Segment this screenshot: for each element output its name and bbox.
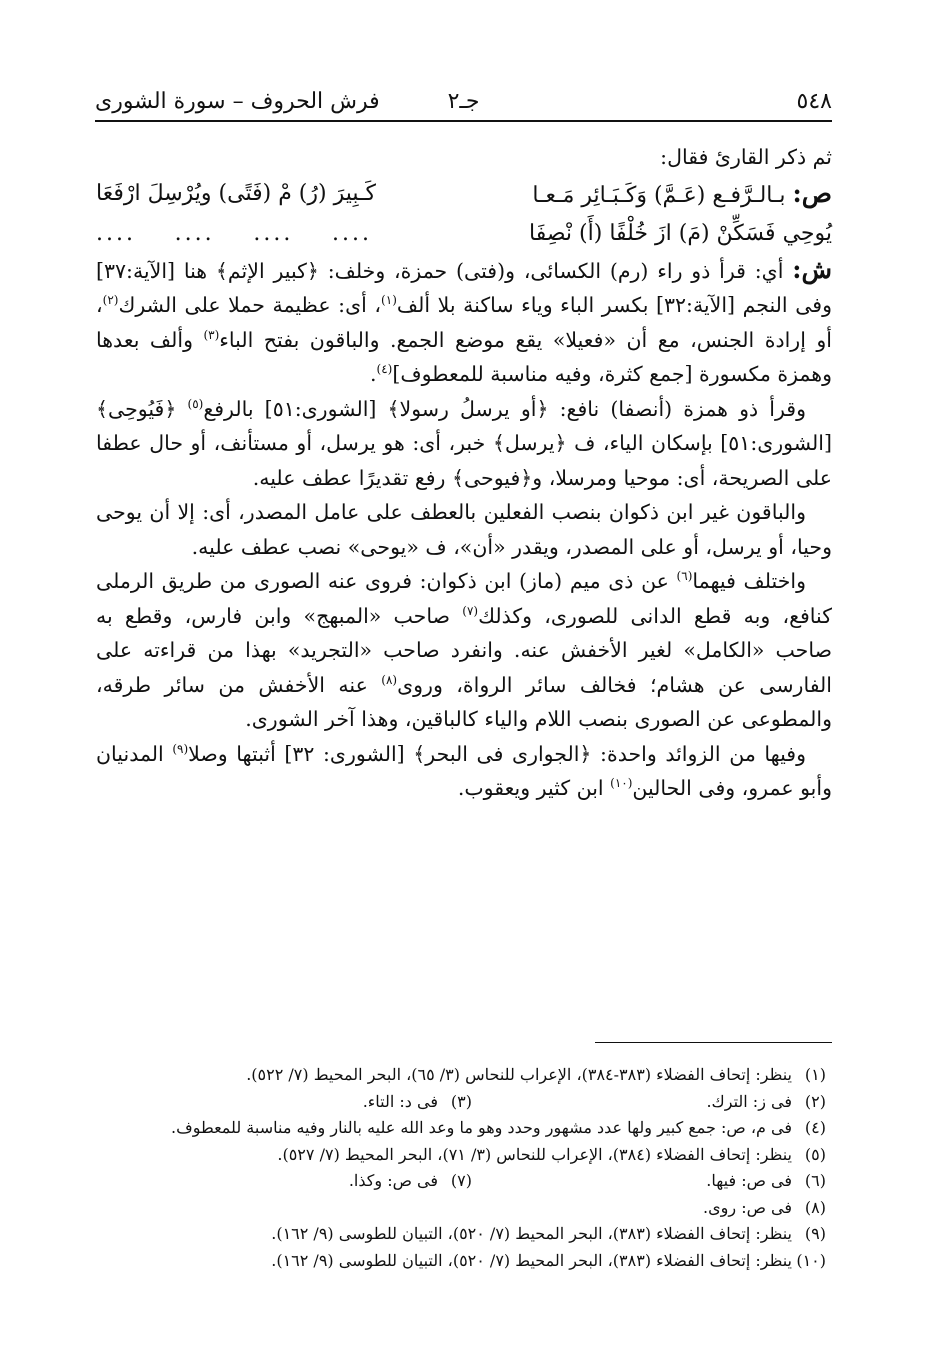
- verse-line-2-text: يُوحِي فَسَكِّنْ (مَ) ازَ خُلْفًا (أَ) نْصِفَا: [529, 220, 832, 246]
- footnote-number: (٢): [804, 1091, 826, 1111]
- footnote-ref-2: (٢): [102, 293, 119, 308]
- running-title: فرش الحروف – سورة الشورى: [95, 89, 380, 114]
- footnote-divider: [595, 1042, 832, 1043]
- volume-label: جـ٢: [447, 89, 480, 114]
- footnote-text: فى د: التاء.: [362, 1091, 438, 1111]
- dots-3: ....: [174, 220, 215, 246]
- footnote-5: [100, 1142, 826, 1169]
- page-header: [95, 84, 832, 122]
- footnote-ref-7: (٧): [462, 603, 479, 618]
- footnote-ref-4: (٤): [376, 362, 393, 377]
- footnote-text: فى ز: الترك.: [706, 1091, 792, 1111]
- footnote-ref-8: (٨): [381, 672, 398, 687]
- footnote-number: (٩): [804, 1224, 826, 1243]
- dots-2: ....: [253, 220, 294, 246]
- p1-b: ، أى: عظيمة حملا على الشرك: [118, 293, 382, 317]
- footnote-1: [100, 1062, 826, 1089]
- footnote-8: [100, 1195, 826, 1222]
- commentary-paragraph-2: [96, 392, 832, 496]
- p5-a: وفيها من الزوائد واحدة: ﴿الجوارى فى البحر﴾ [الشورى: ٣٢] أثبتها وصلا: [188, 741, 806, 766]
- footnote-6-7: [100, 1168, 826, 1195]
- footnotes: [100, 1062, 826, 1274]
- dots-1: ....: [332, 220, 372, 246]
- commentary-marker: ش:: [792, 254, 832, 284]
- commentary-paragraph-4: [96, 564, 832, 737]
- p5-c: ابن كثير ويعقوب.: [457, 776, 611, 800]
- footnote-10: [100, 1248, 826, 1275]
- verse-line-1-second-hemistich: كَـبِيرَ (رُ) مْ (فَتًى) ويُرْسِلَ ارْفَعَا: [96, 180, 376, 206]
- footnote-ref-9: (٩): [172, 741, 189, 756]
- p4-a: واختلف فيهما: [692, 569, 807, 593]
- verse-marker: ص:: [792, 178, 832, 208]
- footnote-number: (٤): [804, 1118, 826, 1137]
- p2-a: وقرأ ذو همزة (أنصفا) نافع: ﴿أو يرسلُ رسولا﴾ [الشورى:٥١] بالرفع: [203, 396, 806, 421]
- main-text: [96, 140, 832, 806]
- p1-c: ، أو إرادة الجنس، مع أن «فعيلا» يقع موضع الجمع. والباقون بفتح الباء: [96, 293, 832, 352]
- verse-line-1: [96, 175, 832, 215]
- p1-a: أي: قرأ ذو راء (رم) الكسائى، و(فتى) حمزة، وخلف: ﴿كبير الإثم﴾ هنا [الآية:٣٧] وفى النجم [الآية:٣٢] بكسر الباء وياء ساكنة بلا ألف: [96, 258, 832, 317]
- p1-e: .: [369, 362, 377, 386]
- dots-4: ....: [96, 220, 136, 246]
- commentary-paragraph-3: والباقون غير ابن ذكوان بنصب الفعلين بالعطف على عامل المصدر، أى: إلا أن يوحى وحيا، أو يرسل، أو على المصدر، ويقدر «أن»، ف «يوحى» نصب عطف عليه.: [96, 500, 832, 559]
- p1-d: وألف بعدها وهمزة مكسورة [جمع كثرة، وفيه مناسبة للمعطوف]: [96, 327, 832, 386]
- verse-dots: [96, 215, 372, 253]
- footnote-text: ينظر: إتحاف الفضلاء (٣٨٤)، الإعراب للنحاس (٣/ ٧١)، البحر المحيط (٧/ ٥٢٧).: [277, 1144, 792, 1164]
- footnote-9: [100, 1221, 826, 1248]
- commentary-paragraph-5: [96, 737, 832, 806]
- footnote-text: فى ص: روى.: [703, 1197, 792, 1217]
- footnote-ref-3: (٣): [203, 327, 220, 342]
- page-number: ٥٤٨: [796, 89, 832, 114]
- footnote-text: ينظر: إتحاف الفضلاء (٣٨٣)، البحر المحيط (٧/ ٥٢٠)، التبيان للطوسى (٩/ ١٦٢).: [271, 1224, 792, 1243]
- commentary-paragraph-1: [96, 253, 832, 392]
- footnote-number: (٨): [804, 1197, 826, 1217]
- p4-d: عنه الأخفش من سائر طرقه، والمطوعى عن الصورى بنصب اللام والياء كالباقين، وهذا آخر الشورى.: [96, 672, 832, 731]
- p5-b: المدنيان وأبو عمرو، وفى الحالين: [96, 741, 832, 800]
- verse-block: [96, 175, 832, 253]
- footnote-text: فى م، ص: جمع كبير ولها عدد مشهور وحدد وهو ما وعد الله عليه بالنار وفيه مناسبة للمعطوف.: [171, 1118, 792, 1137]
- verse-line-1-right-text: بـالـرَّفـع (عَـمَّ) وَكَـبَـائِر مَـعـا: [532, 182, 786, 208]
- footnote-text: ينظر: إتحاف الفضلاء (٣٨٣-٣٨٤)، الإعراب للنحاس (٣/ ٦٥)، البحر المحيط (٧/ ٥٢٢).: [246, 1065, 792, 1084]
- footnote-ref-10: (١٠): [610, 776, 633, 791]
- footnote-number: (٦): [804, 1171, 826, 1190]
- footnote-4: [100, 1115, 826, 1142]
- footnote-number: (٣): [450, 1091, 472, 1111]
- footnote-text: فى ص: فيها.: [706, 1171, 792, 1190]
- footnote-text: ينظر: إتحاف الفضلاء (٣٨٣)، البحر المحيط (٧/ ٥٢٠)، التبيان للطوسى (٩/ ١٦٢).: [271, 1250, 792, 1270]
- footnote-ref-5: (٥): [187, 396, 204, 411]
- footnote-number: (١٠): [796, 1250, 826, 1270]
- p4-b: عن ذى ميم (ماز) ابن ذكوان: فروى عنه الصورى من طريق الرملى كنافع، وبه قطع الدانى للصورى، وكذلك: [96, 569, 832, 628]
- p4-c: صاحب «المبهج» وابن فارس، وقطع به صاحب «الكامل» لغير الأخفش عنه. وانفرد صاحب «التجريد» بهذا من قراءته على الفارسى عن هشام؛ فخالف سائر الرواة، وروى: [96, 603, 833, 697]
- footnote-2-3: [100, 1089, 826, 1116]
- footnote-number: (٥): [804, 1144, 826, 1164]
- p2-b: ﴿فَيُوحِى﴾ [الشورى:٥١] بإسكان الياء، ف ﴿يرسل﴾ خبر، أى: هو يرسل، أو مستأنف، أو حال عطفا على الصريحة، أى: موحيا ومرسلا، و﴿فيوحى﴾ رفع تقديرًا عطف عليه.: [96, 396, 832, 490]
- footnote-ref-6: (٦): [676, 569, 693, 584]
- footnote-text: فى ص: وكذا.: [348, 1171, 438, 1190]
- footnote-ref-1: (١): [381, 293, 397, 308]
- footnote-number: (١): [804, 1065, 826, 1084]
- intro-line: ثم ذكر القارئ فقال:: [660, 145, 832, 169]
- footnote-number: (٧): [450, 1171, 472, 1190]
- verse-line-1-first-hemistich: [532, 175, 832, 215]
